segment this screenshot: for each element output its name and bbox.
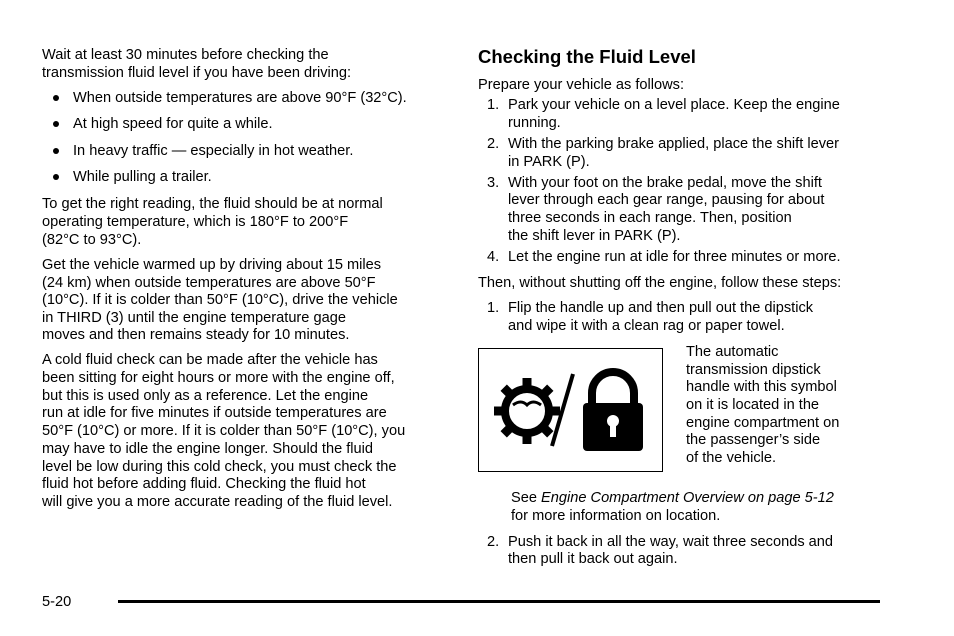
symbol-caption: the passenger’s side bbox=[686, 432, 821, 448]
paragraph-line: 50°F (10°C) or more. If it is colder than 50°F (10°C), you bbox=[42, 423, 406, 439]
paragraph-line: been sitting for eight hours or more with the engine off, bbox=[42, 370, 395, 386]
intro-line: Wait at least 30 minutes before checking the bbox=[42, 47, 329, 63]
footer-rule bbox=[118, 600, 880, 603]
page-number: 5-20 bbox=[42, 594, 72, 610]
step-line: and wipe it with a clean rag or paper towel. bbox=[508, 318, 785, 334]
cross-reference-link[interactable]: Engine Compartment Overview on page 5-12 bbox=[541, 490, 834, 506]
step-line: then pull it back out again. bbox=[508, 551, 678, 567]
bullet-item: In heavy traffic — especially in hot weather. bbox=[73, 143, 354, 159]
step-line: in PARK (P). bbox=[508, 154, 590, 170]
paragraph-line: run at idle for five minutes if outside temperatures are bbox=[42, 405, 387, 421]
paragraph-line: Get the vehicle warmed up by driving about 15 miles bbox=[42, 257, 382, 273]
transmission-gear-lock-icon bbox=[479, 349, 661, 470]
paragraph-line: To get the right reading, the fluid should be at normal bbox=[42, 196, 383, 212]
paragraph-line: in THIRD (3) until the engine temperature gage bbox=[42, 310, 346, 326]
bullet-dot bbox=[53, 148, 59, 154]
step-line: Flip the handle up and then pull out the dipstick bbox=[508, 300, 814, 316]
symbol-caption: The automatic bbox=[686, 344, 779, 360]
paragraph-line: fluid hot before adding fluid. Checking the fluid hot bbox=[42, 476, 366, 492]
step-number: 1. bbox=[487, 97, 500, 113]
step-number: 2. bbox=[487, 136, 500, 152]
step-line: Park your vehicle on a level place. Keep the engine bbox=[508, 97, 840, 113]
step-line: three seconds in each range. Then, position bbox=[508, 210, 792, 226]
section-heading: Checking the Fluid Level bbox=[478, 46, 696, 67]
intro-line: transmission fluid level if you have been driving: bbox=[42, 65, 352, 81]
step-line: With your foot on the brake pedal, move the shift bbox=[508, 175, 822, 191]
step-line: running. bbox=[508, 115, 561, 131]
paragraph-line: (82°C to 93°C). bbox=[42, 232, 142, 248]
bullet-dot bbox=[53, 174, 59, 180]
bullet-item: At high speed for quite a while. bbox=[73, 116, 273, 132]
symbol-caption: of the vehicle. bbox=[686, 450, 777, 466]
paragraph-line: but this is used only as a reference. Let the engine bbox=[42, 388, 369, 404]
symbol-box bbox=[478, 348, 663, 472]
symbol-caption: transmission dipstick bbox=[686, 362, 821, 378]
paragraph-line: A cold fluid check can be made after the vehicle has bbox=[42, 352, 378, 368]
see-reference bbox=[511, 490, 834, 508]
paragraph-line: level be low during this cold check, you must check the bbox=[42, 459, 397, 475]
step-line: the shift lever in PARK (P). bbox=[508, 228, 681, 244]
step-number: 4. bbox=[487, 249, 500, 265]
paragraph-line: operating temperature, which is 180°F to 200°F bbox=[42, 214, 349, 230]
see-prefix: See bbox=[511, 490, 542, 506]
step-line: With the parking brake applied, place the shift lever bbox=[508, 136, 839, 152]
bullet-item: When outside temperatures are above 90°F (32°C). bbox=[73, 90, 407, 106]
paragraph-line: (24 km) when outside temperatures are above 50°F bbox=[42, 275, 376, 291]
bullet-dot bbox=[53, 121, 59, 127]
step-line: Push it back in all the way, wait three seconds and bbox=[508, 534, 834, 550]
see-suffix: for more information on location. bbox=[511, 508, 721, 524]
step-line: Let the engine run at idle for three minutes or more. bbox=[508, 249, 841, 265]
step-number: 3. bbox=[487, 175, 500, 191]
symbol-caption: engine compartment on bbox=[686, 415, 840, 431]
paragraph-line: will give you a more accurate reading of the fluid level. bbox=[42, 494, 393, 510]
symbol-caption: handle with this symbol bbox=[686, 379, 837, 395]
bullet-item: While pulling a trailer. bbox=[73, 169, 212, 185]
then-text: Then, without shutting off the engine, follow these steps: bbox=[478, 275, 842, 291]
step-number: 1. bbox=[487, 300, 500, 316]
bullet-dot bbox=[53, 95, 59, 101]
paragraph-line: may have to idle the engine longer. Should the fluid bbox=[42, 441, 374, 457]
step-number: 2. bbox=[487, 534, 500, 550]
symbol-caption: on it is located in the bbox=[686, 397, 820, 413]
prepare-text: Prepare your vehicle as follows: bbox=[478, 77, 685, 93]
paragraph-line: moves and then remains steady for 10 minutes. bbox=[42, 327, 350, 343]
paragraph-line: (10°C). If it is colder than 50°F (10°C), drive the vehicle bbox=[42, 292, 398, 308]
step-line: lever through each gear range, pausing for about bbox=[508, 192, 825, 208]
